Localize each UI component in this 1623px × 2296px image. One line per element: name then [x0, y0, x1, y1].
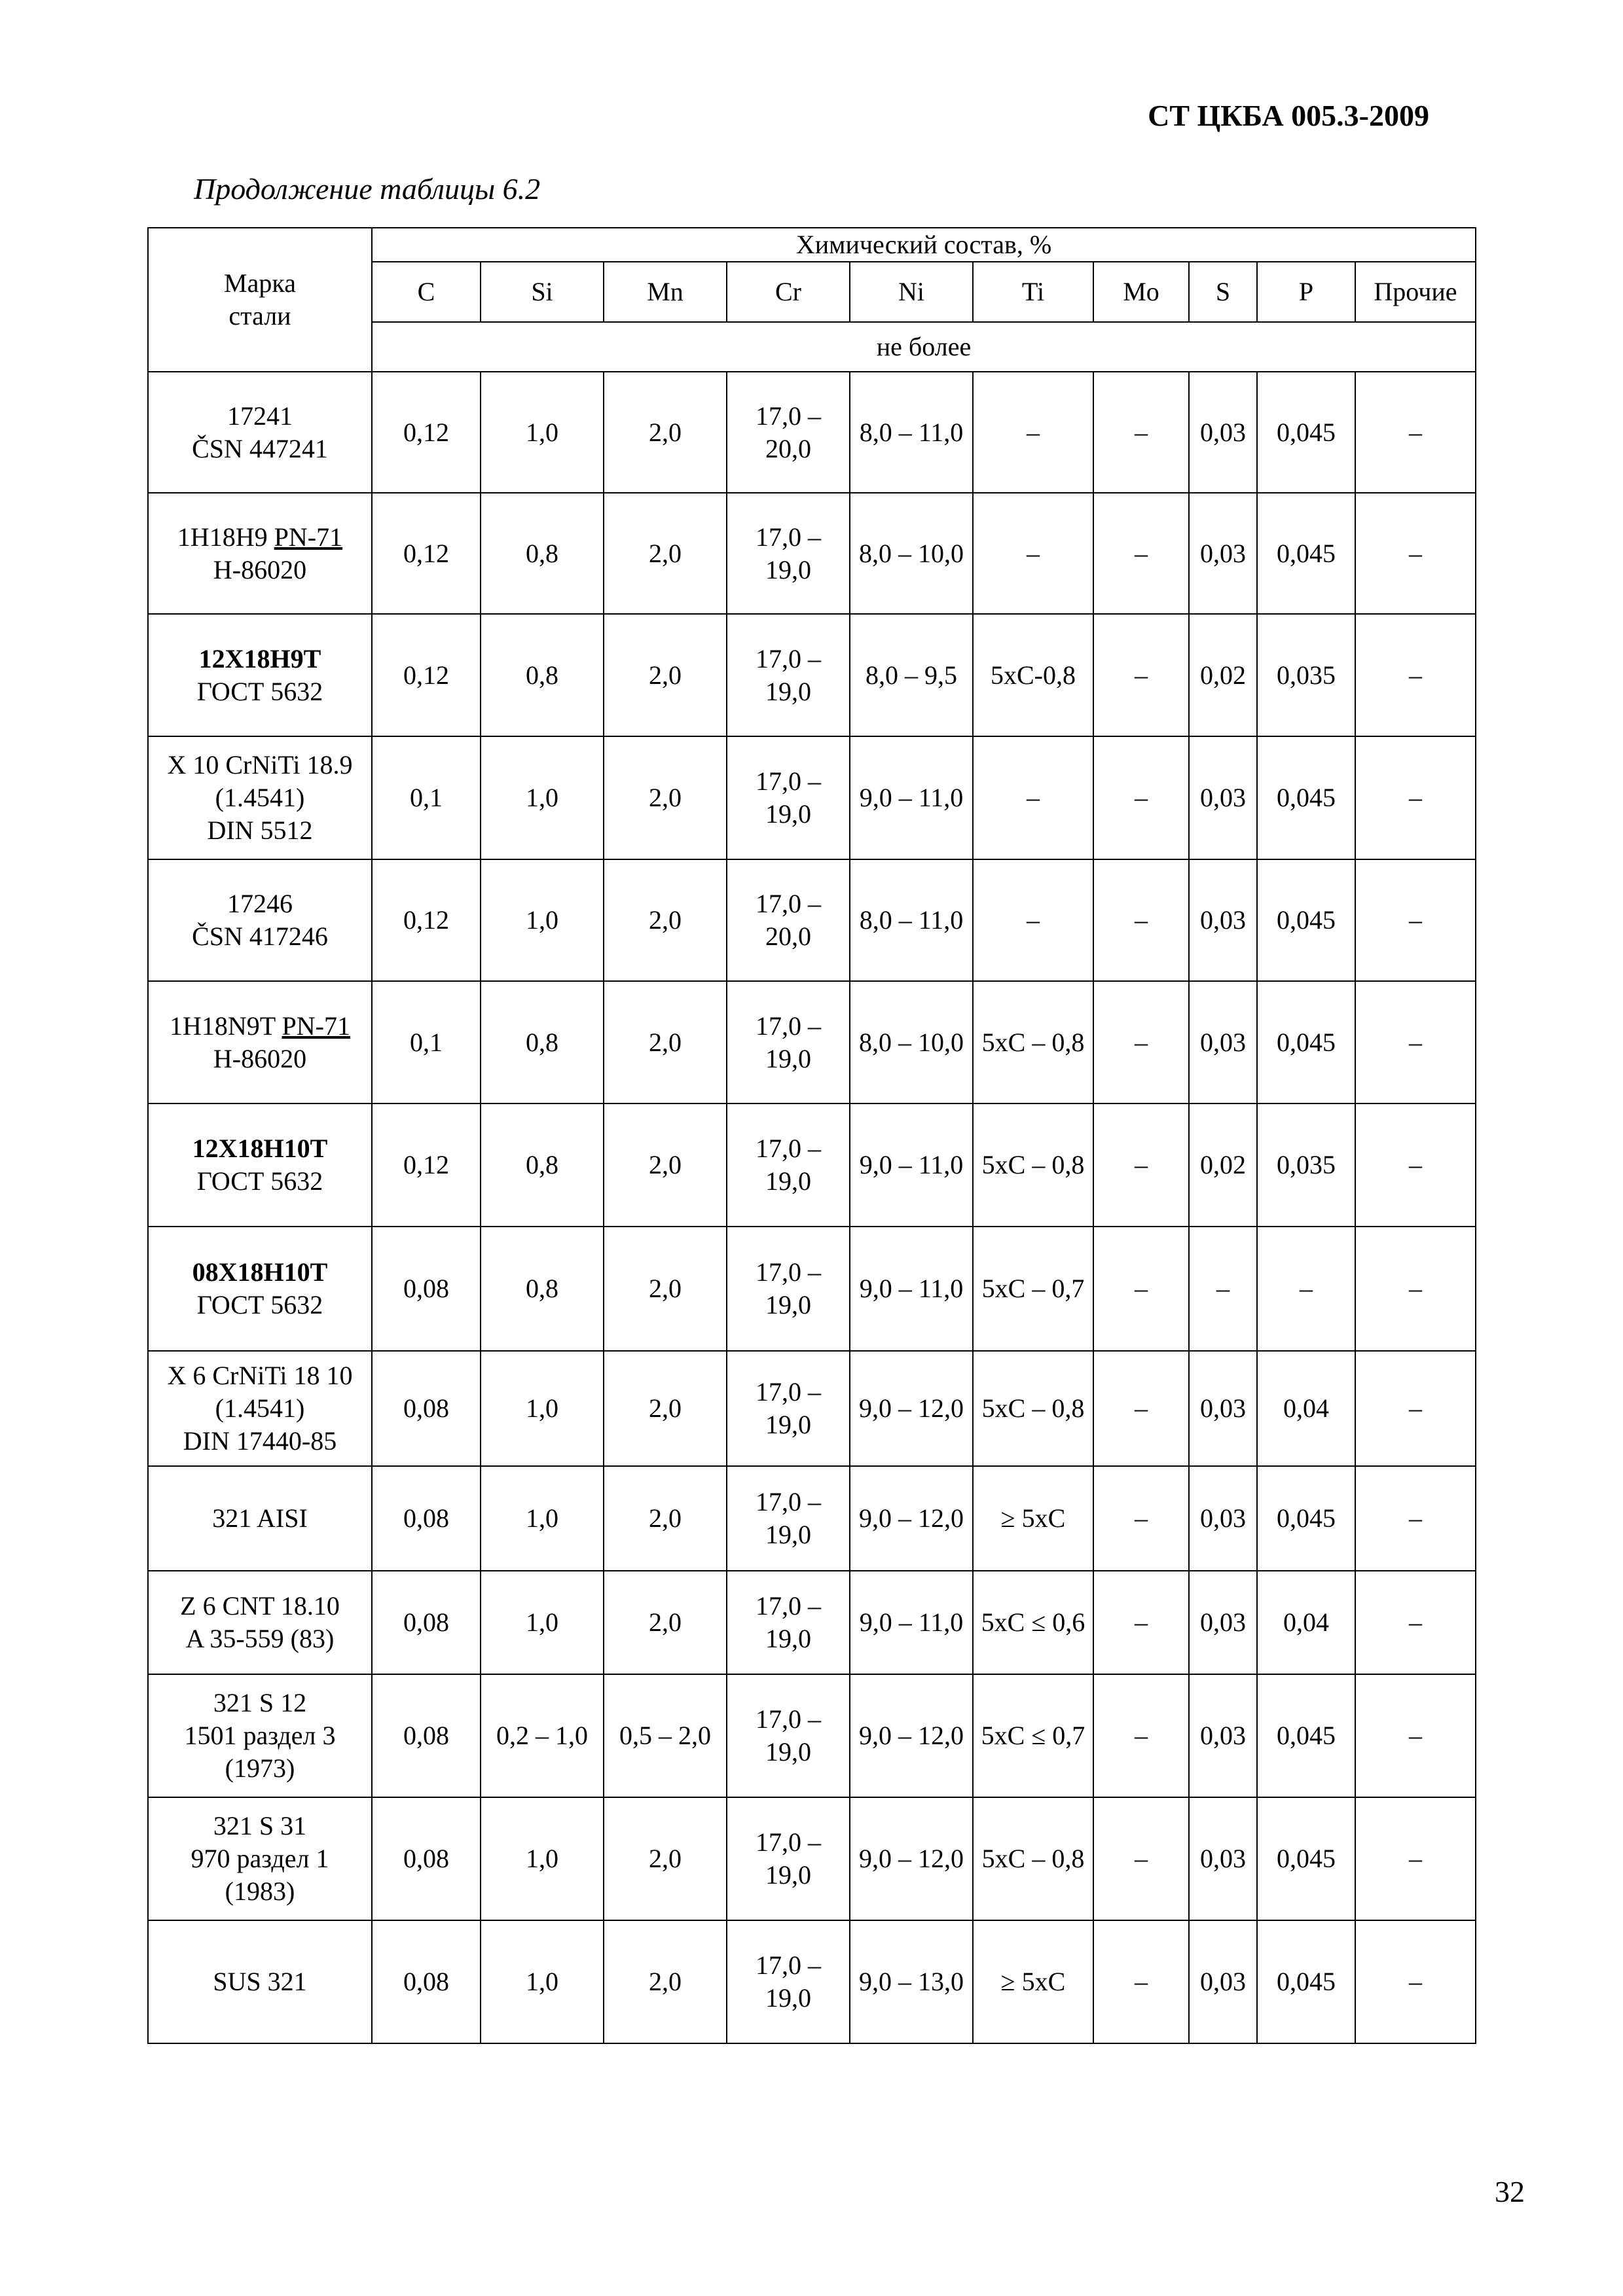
steel-grade-line: H-86020 [213, 554, 307, 584]
composition-cell: – [1093, 1466, 1189, 1571]
composition-cell: 0,08 [372, 1920, 481, 2043]
column-header: Прочие [1355, 262, 1476, 322]
grade-header-line: стали [228, 301, 291, 331]
composition-cell: 0,03 [1189, 1674, 1257, 1797]
steel-grade-line: 1501 раздел 3 [184, 1721, 336, 1750]
limit-note: не более [372, 322, 1476, 372]
page-number: 32 [1495, 2175, 1525, 2208]
composition-cell: 9,0 – 11,0 [850, 1227, 973, 1351]
composition-cell: – [1355, 736, 1476, 859]
composition-cell: – [1093, 1571, 1189, 1674]
composition-cell: 17,0 – 19,0 [727, 736, 850, 859]
composition-cell: – [1189, 1227, 1257, 1351]
composition-cell: – [1093, 859, 1189, 981]
composition-cell: 0,12 [372, 859, 481, 981]
steel-grade-cell [148, 1227, 372, 1351]
composition-cell: 9,0 – 12,0 [850, 1674, 973, 1797]
table-row [148, 614, 1476, 736]
composition-cell: 5хС ≤ 0,7 [973, 1674, 1093, 1797]
steel-grade-cell [148, 1466, 372, 1571]
composition-cell: – [1355, 859, 1476, 981]
composition-cell: 0,5 – 2,0 [604, 1674, 727, 1797]
column-header: S [1189, 262, 1257, 322]
composition-cell: 0,8 [481, 1103, 604, 1227]
chemical-composition-table [147, 227, 1476, 2044]
composition-cell: – [1093, 981, 1189, 1103]
composition-cell: 17,0 – 19,0 [727, 614, 850, 736]
composition-cell: 0,8 [481, 1227, 604, 1351]
composition-cell: – [1093, 736, 1189, 859]
composition-cell: – [1355, 981, 1476, 1103]
composition-cell: 0,03 [1189, 859, 1257, 981]
steel-grade-cell [148, 859, 372, 981]
table-row [148, 1351, 1476, 1466]
composition-cell: 2,0 [604, 981, 727, 1103]
steel-grade-cell [148, 372, 372, 493]
composition-cell: 0,08 [372, 1797, 481, 1920]
composition-cell: 0,12 [372, 372, 481, 493]
composition-cell: 8,0 – 11,0 [850, 372, 973, 493]
table-row [148, 1466, 1476, 1571]
composition-cell: 1,0 [481, 1797, 604, 1920]
composition-cell: 9,0 – 11,0 [850, 1103, 973, 1227]
composition-cell: 17,0 – 19,0 [727, 493, 850, 614]
composition-cell: 5хС – 0,8 [973, 981, 1093, 1103]
steel-grade-cell [148, 1103, 372, 1227]
table-row [148, 736, 1476, 859]
column-header: Cr [727, 262, 850, 322]
steel-grade-line: 1H18N9T PN-71 [170, 1011, 350, 1041]
composition-cell: 0,03 [1189, 981, 1257, 1103]
composition-cell: 0,08 [372, 1674, 481, 1797]
standard-underline: PN-71 [274, 522, 343, 552]
composition-cell: 1,0 [481, 1466, 604, 1571]
table-row [148, 1674, 1476, 1797]
steel-grade-line: H-86020 [213, 1043, 307, 1073]
composition-cell: 2,0 [604, 859, 727, 981]
composition-cell: 0,1 [372, 981, 481, 1103]
composition-cell: – [1093, 1227, 1189, 1351]
composition-cell: 0,08 [372, 1571, 481, 1674]
composition-cell: 0,045 [1257, 1674, 1355, 1797]
composition-cell: – [1093, 1103, 1189, 1227]
steel-grade-line: DIN 17440-85 [183, 1426, 337, 1456]
composition-cell: 2,0 [604, 1797, 727, 1920]
column-header: Ni [850, 262, 973, 322]
composition-cell: – [1355, 1227, 1476, 1351]
table-row [148, 859, 1476, 981]
steel-grade-line: X 6 CrNiTi 18 10 [167, 1361, 353, 1390]
standard-underline: PN-71 [282, 1011, 350, 1041]
composition-cell: 0,02 [1189, 614, 1257, 736]
composition-cell: – [973, 859, 1093, 981]
composition-cell: 17,0 – 19,0 [727, 1351, 850, 1466]
table-row [148, 1227, 1476, 1351]
steel-grade-line: 17241 [227, 401, 293, 431]
composition-cell: 17,0 – 20,0 [727, 372, 850, 493]
composition-cell: ≥ 5хС [973, 1466, 1093, 1571]
composition-cell: 0,12 [372, 614, 481, 736]
steel-grade-cell [148, 1920, 372, 2043]
table-row [148, 1920, 1476, 2043]
steel-grade-cell [148, 1351, 372, 1466]
composition-cell: 2,0 [604, 493, 727, 614]
composition-cell: 8,0 – 10,0 [850, 493, 973, 614]
steel-grade-line: 970 раздел 1 [191, 1844, 329, 1873]
steel-grade-line: 17246 [227, 889, 293, 918]
column-header: C [372, 262, 481, 322]
composition-cell: 17,0 – 19,0 [727, 1227, 850, 1351]
composition-cell: – [1093, 614, 1189, 736]
composition-cell: 5хС – 0,7 [973, 1227, 1093, 1351]
composition-cell: 0,03 [1189, 1797, 1257, 1920]
composition-cell: – [973, 493, 1093, 614]
composition-cell: 0,03 [1189, 493, 1257, 614]
composition-cell: 0,02 [1189, 1103, 1257, 1227]
composition-cell: 2,0 [604, 1103, 727, 1227]
table-row [148, 1797, 1476, 1920]
column-header: Mo [1093, 262, 1189, 322]
composition-cell: 0,8 [481, 493, 604, 614]
composition-cell: 0,045 [1257, 1466, 1355, 1571]
composition-cell: 0,08 [372, 1227, 481, 1351]
composition-cell: 5хС – 0,8 [973, 1797, 1093, 1920]
composition-cell: 0,1 [372, 736, 481, 859]
composition-cell: 17,0 – 20,0 [727, 859, 850, 981]
steel-grade-line: (1983) [225, 1876, 295, 1906]
composition-cell: 0,8 [481, 614, 604, 736]
composition-cell: 17,0 – 19,0 [727, 981, 850, 1103]
composition-cell: 17,0 – 19,0 [727, 1466, 850, 1571]
steel-grade-line: DIN 5512 [207, 816, 313, 845]
composition-cell: 0,045 [1257, 981, 1355, 1103]
steel-grade-line: ČSN 417246 [192, 922, 328, 951]
grade-header [148, 228, 372, 372]
composition-cell: 0,03 [1189, 1351, 1257, 1466]
composition-cell: 0,045 [1257, 1797, 1355, 1920]
composition-cell: 9,0 – 12,0 [850, 1797, 973, 1920]
steel-grade-line: (1.4541) [215, 1393, 305, 1423]
table-row [148, 981, 1476, 1103]
steel-grade-line: 321 S 12 [213, 1688, 307, 1717]
composition-cell: 0,045 [1257, 1920, 1355, 2043]
composition-cell: 2,0 [604, 1351, 727, 1466]
composition-cell: 0,8 [481, 981, 604, 1103]
composition-cell: – [1093, 1351, 1189, 1466]
composition-cell: – [1355, 1103, 1476, 1227]
table-row [148, 1571, 1476, 1674]
composition-cell: – [1355, 1674, 1476, 1797]
composition-cell: 0,045 [1257, 493, 1355, 614]
composition-cell: 0,045 [1257, 736, 1355, 859]
steel-grade-cell [148, 614, 372, 736]
composition-cell: 8,0 – 9,5 [850, 614, 973, 736]
composition-cell: – [1093, 1797, 1189, 1920]
composition-group-header: Химический состав, % [372, 228, 1476, 262]
composition-cell: 0,045 [1257, 372, 1355, 493]
composition-cell: ≥ 5хС [973, 1920, 1093, 2043]
composition-cell: 0,12 [372, 493, 481, 614]
composition-cell: – [973, 736, 1093, 859]
steel-grade-line: 12Х18Н9Т [198, 643, 321, 673]
composition-cell: 0,04 [1257, 1351, 1355, 1466]
composition-cell: 2,0 [604, 1466, 727, 1571]
steel-grade-line: ГОСТ 5632 [196, 1290, 323, 1319]
composition-cell: 0,03 [1189, 372, 1257, 493]
composition-cell: 17,0 – 19,0 [727, 1674, 850, 1797]
composition-cell: 8,0 – 11,0 [850, 859, 973, 981]
composition-cell: 8,0 – 10,0 [850, 981, 973, 1103]
composition-cell: 0,045 [1257, 859, 1355, 981]
steel-grade-cell [148, 493, 372, 614]
composition-cell: – [1355, 372, 1476, 493]
steel-grade-line: SUS 321 [213, 1967, 307, 1996]
composition-cell: 1,0 [481, 1571, 604, 1674]
composition-cell: 5хС – 0,8 [973, 1351, 1093, 1466]
composition-cell: – [1355, 1351, 1476, 1466]
steel-grade-line: (1.4541) [215, 783, 305, 812]
composition-cell: – [1093, 1674, 1189, 1797]
composition-cell: – [1355, 1797, 1476, 1920]
composition-cell: 5хС ≤ 0,6 [973, 1571, 1093, 1674]
steel-grade-cell [148, 1674, 372, 1797]
composition-cell: – [1093, 372, 1189, 493]
composition-cell: 9,0 – 11,0 [850, 1571, 973, 1674]
composition-cell: 1,0 [481, 1920, 604, 2043]
composition-cell: 1,0 [481, 372, 604, 493]
composition-cell: – [1355, 493, 1476, 614]
composition-cell: 5хС – 0,8 [973, 1103, 1093, 1227]
composition-cell: 2,0 [604, 372, 727, 493]
steel-grade-line: 08Х18Н10Т [192, 1257, 328, 1287]
table-row [148, 372, 1476, 493]
steel-grade-line: Z 6 CNT 18.10 [180, 1591, 340, 1621]
composition-cell: 0,03 [1189, 1920, 1257, 2043]
composition-cell: 0,035 [1257, 614, 1355, 736]
steel-grade-line: 321 S 31 [213, 1811, 307, 1840]
steel-grade-line: 1H18H9 PN-71 [177, 522, 343, 552]
composition-cell: 9,0 – 11,0 [850, 736, 973, 859]
composition-cell: – [1093, 1920, 1189, 2043]
composition-cell: 0,03 [1189, 1466, 1257, 1571]
steel-grade-line: ГОСТ 5632 [196, 676, 323, 706]
steel-grade-line: (1973) [225, 1753, 295, 1783]
composition-cell: – [973, 372, 1093, 493]
composition-cell: 1,0 [481, 736, 604, 859]
composition-cell: 17,0 – 19,0 [727, 1797, 850, 1920]
column-header: Ti [973, 262, 1093, 322]
steel-grade-cell [148, 1797, 372, 1920]
composition-cell: 9,0 – 12,0 [850, 1351, 973, 1466]
composition-cell: 2,0 [604, 1920, 727, 2043]
composition-cell: 0,08 [372, 1466, 481, 1571]
steel-grade-line: 321 AISI [212, 1503, 308, 1533]
composition-cell: – [1355, 1571, 1476, 1674]
steel-grade-line: ČSN 447241 [192, 433, 328, 463]
composition-cell: 2,0 [604, 614, 727, 736]
composition-cell: – [1355, 614, 1476, 736]
column-header: Si [481, 262, 604, 322]
composition-cell: 9,0 – 13,0 [850, 1920, 973, 2043]
composition-cell: 5хС-0,8 [973, 614, 1093, 736]
steel-grade-cell [148, 981, 372, 1103]
steel-grade-cell [148, 1571, 372, 1674]
composition-cell: – [1355, 1466, 1476, 1571]
steel-grade-line: A 35-559 (83) [185, 1624, 335, 1653]
composition-cell: 2,0 [604, 1571, 727, 1674]
composition-cell: 0,035 [1257, 1103, 1355, 1227]
steel-grade-line: X 10 CrNiTi 18.9 [167, 750, 353, 780]
composition-cell: 0,03 [1189, 1571, 1257, 1674]
composition-cell: 9,0 – 12,0 [850, 1466, 973, 1571]
composition-cell: 0,08 [372, 1351, 481, 1466]
composition-cell: 0,04 [1257, 1571, 1355, 1674]
table-row [148, 493, 1476, 614]
steel-grade-line: 12Х18Н10Т [192, 1134, 328, 1163]
grade-header-line: Марка [224, 268, 296, 298]
composition-cell: – [1355, 1920, 1476, 2043]
composition-cell: 0,12 [372, 1103, 481, 1227]
document-code: СТ ЦКБА 005.3-2009 [1148, 99, 1429, 132]
composition-cell: 17,0 – 19,0 [727, 1571, 850, 1674]
composition-cell: 0,2 – 1,0 [481, 1674, 604, 1797]
table-row [148, 1103, 1476, 1227]
composition-cell: – [1093, 493, 1189, 614]
composition-cell: 1,0 [481, 1351, 604, 1466]
steel-grade-line: ГОСТ 5632 [196, 1166, 323, 1196]
column-header: P [1257, 262, 1355, 322]
composition-cell: 1,0 [481, 859, 604, 981]
column-header: Mn [604, 262, 727, 322]
composition-cell: 17,0 – 19,0 [727, 1920, 850, 2043]
composition-cell: 17,0 – 19,0 [727, 1103, 850, 1227]
steel-grade-cell [148, 736, 372, 859]
composition-cell: 2,0 [604, 736, 727, 859]
composition-cell: 2,0 [604, 1227, 727, 1351]
composition-cell: – [1257, 1227, 1355, 1351]
composition-cell: 0,03 [1189, 736, 1257, 859]
table-caption: Продолжение таблицы 6.2 [194, 172, 541, 206]
